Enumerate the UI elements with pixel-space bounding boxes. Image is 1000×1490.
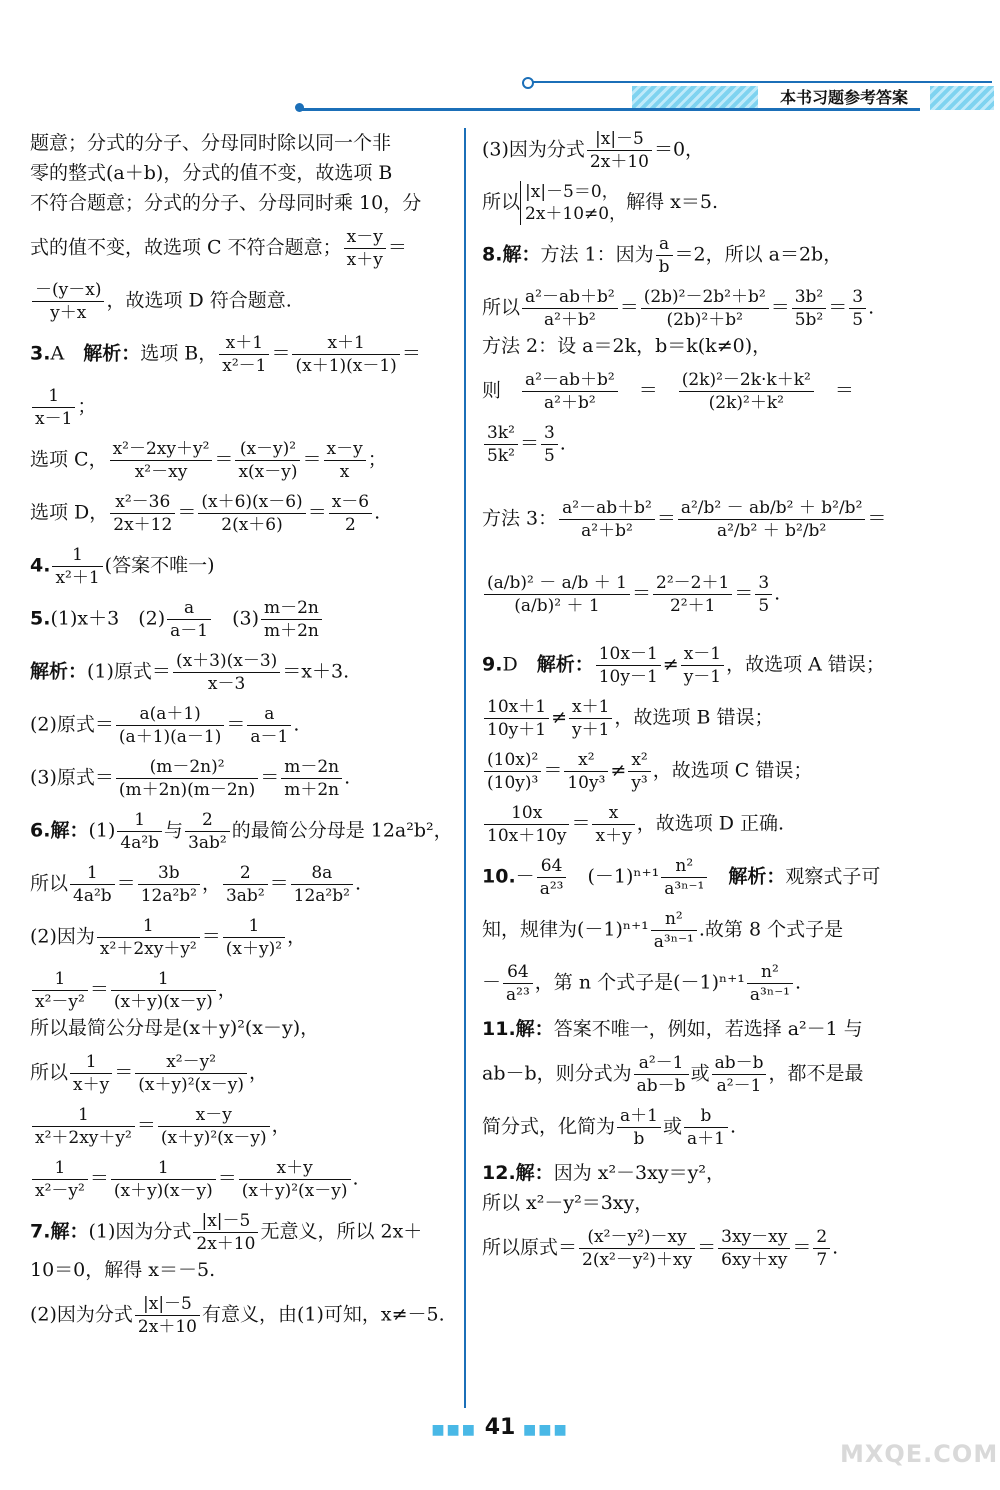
- text-line: (2)原式＝ $\frac{a(a+1)}{(a+1)(a-1)}$ ＝ $\frac{a}{a-1}$ .: [30, 704, 300, 747]
- text-line: － $\frac{64}{\text{a²³}}$ ，第 n 个式子是(－1)ⁿ⁺¹ $\frac{\text{n²}}{\text{a³ⁿ⁻¹}}$ .: [482, 962, 802, 1005]
- text-line: 知，规律为(－1)ⁿ⁺¹ $\frac{\text{n²}}{\text{a³ⁿ⁻¹}}$ .故第 8 个式子是: [482, 909, 844, 952]
- text-line: 所以最简公分母是(x＋y)²(x－y)，: [30, 1017, 320, 1039]
- fraction: $\frac{x-y}{x+y}$: [344, 226, 386, 271]
- text-line: 选项 C， $\frac{\text{x²－2xy＋y²}}{\text{x²－xy}}$ ＝ $\frac{\text{(x－y)²}}{x(x-y)}$ ＝ $\frac{x-y}{x}$ ；: [30, 439, 387, 482]
- question-3: 3.A 解析：选项 B， $\frac{x+1}{\text{x²－1}}$ ＝ $\frac{x+1}{(x+1)(x-1)}$ ＝: [30, 333, 421, 376]
- text-line: $\frac{\text{(a/b)² － a/b ＋ 1}}{\text{(a/b)² ＋ 1}}$ ＝ $\frac{\text{2²－2＋1}}{\text{2²＋1}}$ ＝ $\frac{3}{5}$ .: [482, 572, 922, 617]
- text-line: 方法 2：设 a＝2k，b＝k(k≠0)，: [482, 335, 772, 357]
- question-12: 12.解：因为 x²－3xy＝y²，: [482, 1162, 725, 1184]
- text-line: 选项 D， $\frac{\text{x²－36}}{2x+12}$ ＝ $\frac{(x+6)(x-6)}{2(x+6)}$ ＝ $\frac{x-6}{2}$ .: [30, 492, 381, 535]
- text-line: 所以 $\frac{\text{a²－ab＋b²}}{\text{a²＋b²}}$ ＝ $\frac{\text{(2b)²－2b²＋b²}}{\text{(2b)²＋b²}}$ ＝ $\frac{\text{3b²}}{\text{5b²}}$ ＝ $\frac{3}{5}$ .: [482, 287, 875, 330]
- text-line: ab－b，则分式为 $\frac{\text{a²－1}}{ab-b}$ 或 $\frac{ab-b}{\text{a²－1}}$ ，都不是最: [482, 1053, 864, 1096]
- text-line: 10＝0，解得 x＝－5.: [30, 1259, 216, 1281]
- header-title: 本书习题参考答案: [758, 86, 930, 110]
- text-line: 解析：(1)原式＝ $\frac{(x+3)(x-3)}{x-3}$ ＝x＋3.: [30, 651, 350, 694]
- question-4: 4. $\frac{1}{\text{x²＋1}}$ (答案不唯一): [30, 545, 215, 588]
- text-line: 则 $\frac{\text{a²－ab＋b²}}{\text{a²＋b²}}$ ＝ $\frac{\text{(2k)²－2k·k＋k²}}{\text{(2k)²＋k²}}$ ＝: [482, 370, 854, 413]
- text-line: (3)原式＝ $\frac{\text{(m－2n)²}}{(m+2n)(m-2n)}$ ＝ $\frac{m-2n}{m+2n}$ .: [30, 757, 351, 800]
- watermark: MXQE.COM: [840, 1440, 999, 1468]
- text-line: 所以原式＝ $\frac{\text{(x²－y²)－xy}}{\text{2(x²－y²)＋xy}}$ ＝ $\frac{3xy-xy}{6xy+xy}$ ＝ $\frac{2}{7}$ .: [482, 1227, 839, 1270]
- dots-icon: ■■■: [522, 1422, 569, 1438]
- text-line: 简分式，化简为 $\frac{a+1}{b}$ 或 $\frac{b}{a+1}$ .: [482, 1106, 736, 1149]
- header-dot-icon: [522, 77, 534, 89]
- question-5: 5.(1)x＋3 (2) $\frac{a}{a-1}$ (3) $\frac{m-2n}{m+2n}$: [30, 597, 455, 642]
- text-line: $\frac{10x+1}{10y+1}$ ≠ $\frac{x+1}{y+1}$ ，故选项 B 错误；: [482, 696, 922, 741]
- text-line: 方法 3： $\frac{\text{a²－ab＋b²}}{\text{a²＋b²}}$ ＝ $\frac{\text{a²/b² － ab/b² ＋ b²/b²}}{\text{a²/b² ＋ b²/b²}}$ ＝: [482, 498, 887, 541]
- text-line: (3)因为分式 $\frac{|x|-5}{2x+10}$ ＝0，: [482, 129, 705, 172]
- question-9: 9.D 解析： $\frac{10x-1}{10y-1}$ ≠ $\frac{x-1}{y-1}$ ，故选项 A 错误；: [482, 644, 885, 687]
- left-column: [30, 128, 455, 1338]
- dots-icon: ■■■: [431, 1422, 478, 1438]
- text-line: (2)因为分式 $\frac{|x|-5}{2x+10}$ 有意义，由(1)可知，x≠－5.: [30, 1294, 445, 1337]
- text-line: 所以 $\frac{1}{x+y}$ ＝ $\frac{\text{x²－y²}}{\text{(x＋y)²(x－y)}}$ ，: [30, 1052, 268, 1095]
- text-line: 所以 x²－y²＝3xy，: [482, 1192, 654, 1214]
- text-line: $\frac{1}{\text{x²－y²}}$ ＝ $\frac{1}{(x+y)(x-y)}$ ＝ $\frac{x+y}{\text{(x＋y)²(x－y)}}$ .: [30, 1157, 455, 1202]
- text-line: $\frac{-(y-x)}{y+x}$ ，故选项 D 符合题意.: [30, 279, 455, 324]
- text-line: (2)因为 $\frac{1}{\text{x²＋2xy＋y²}}$ ＝ $\frac{1}{\text{(x＋y)²}}$ ，: [30, 916, 307, 959]
- question-10: 10.－ $\frac{64}{\text{a²³}}$ (－1)ⁿ⁺¹ $\frac{\text{n²}}{\text{a³ⁿ⁻¹}}$ 解析：观察式子可: [482, 856, 881, 899]
- header-dot-icon-2: [295, 103, 304, 112]
- text-line: $\frac{1}{\text{x²－y²}}$ ＝ $\frac{1}{(x+y)(x-y)}$ ，: [30, 968, 455, 1013]
- question-7: 7.解：(1)因为分式 $\frac{|x|-5}{2x+10}$ 无意义，所以 2x＋: [30, 1211, 423, 1254]
- text-line: 式的值不变，故选项 C 不符合题意； $\frac{x-y}{x+y}$ ＝: [30, 227, 407, 270]
- text-line: $\frac{1}{x-1}$ ；: [30, 385, 455, 430]
- question-8: 8.解：方法 1：因为 $\frac{a}{b}$ ＝2，所以 a＝2b，: [482, 234, 843, 277]
- text-line: 所以 |x|－5＝0， 2x＋10≠0， 解得 x＝5.: [482, 182, 719, 224]
- header-rule: [300, 108, 920, 111]
- text-line: 不符合题意；分式的分子、分母同时乘 10，分: [30, 192, 422, 214]
- text-line: 题意；分式的分子、分母同时除以同一个非: [30, 132, 392, 154]
- page-number: ■■■ 41 ■■■: [431, 1415, 569, 1440]
- text-line: $\frac{\text{3k²}}{\text{5k²}}$ ＝ $\frac{3}{5}$ .: [482, 422, 922, 467]
- question-11: 11.解：答案不唯一，例如，若选择 a²－1 与: [482, 1018, 863, 1040]
- text-line: 所以 $\frac{1}{\text{4a²b}}$ ＝ $\frac{3b}{\text{12a²b²}}$ ， $\frac{2}{\text{3ab²}}$ ＝ $\frac{8a}{\text{12a²b²}}$ .: [30, 863, 361, 906]
- text-line: $\frac{1}{\text{x²＋2xy＋y²}}$ ＝ $\frac{x-y}{\text{(x＋y)²(x－y)}}$ ，: [30, 1104, 455, 1149]
- text-line: $\frac{10x}{10x+10y}$ ＝ $\frac{x}{x+y}$ ，故选项 D 正确.: [482, 802, 922, 847]
- column-divider: [464, 128, 466, 1408]
- text-line: $\frac{\text{(10x)²}}{\text{(10y)³}}$ ＝ $\frac{\text{x²}}{\text{10y³}}$ ≠ $\frac{\text{x²}}{\text{y³}}$ ，故选项 C 错误；: [482, 749, 922, 794]
- question-6: 6.解：(1) $\frac{1}{\text{4a²b}}$ 与 $\frac{2}{\text{3ab²}}$ 的最简公分母是 12a²b²，: [30, 810, 453, 853]
- header-rule-thin: [532, 81, 992, 83]
- fraction: $\frac{-(y-x)}{y+x}$: [32, 279, 104, 324]
- right-column: [482, 128, 922, 1271]
- text-line: 零的整式(a＋b)，分式的值不变，故选项 B: [30, 162, 393, 184]
